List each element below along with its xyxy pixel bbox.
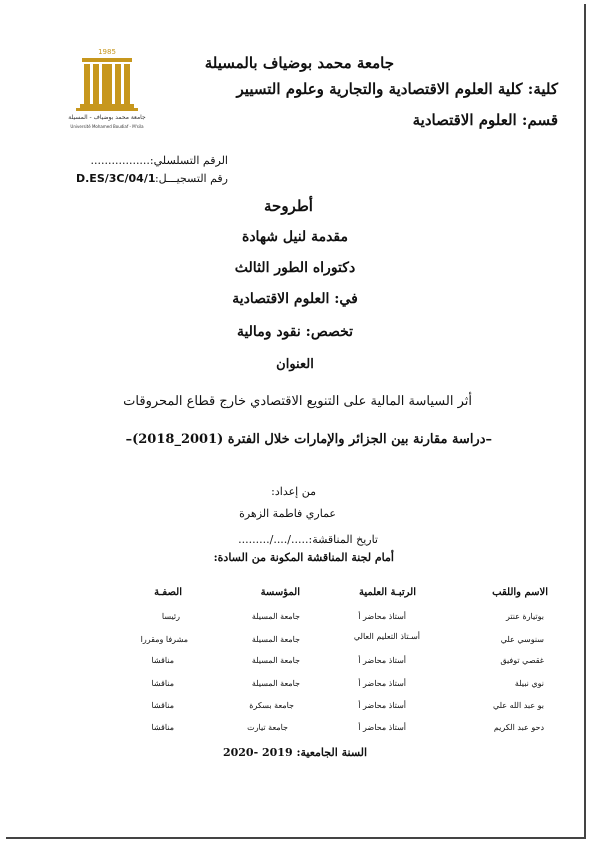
thesis-type: أطروحة (264, 197, 313, 215)
table-cell-institution: جامعة المسيلة (251, 679, 300, 688)
registration-code: D.ES/3C/04/1 (76, 172, 156, 185)
academic-year: السنة الجامعية: 2019 -2020 (222, 746, 368, 759)
col-header-institution: المؤسسة (260, 587, 300, 598)
col-header-rank: الرتبـة العلمية (358, 587, 416, 598)
table-cell-institution: جامعة تيارت (247, 723, 288, 732)
table-cell-role: رئيسا (161, 612, 180, 621)
thesis-specialty: تخصص: نقود ومالية (236, 324, 354, 340)
thesis-title: أثر السياسة المالية على التنويع الاقتصادي خارج قطاع المحروقات (123, 394, 472, 409)
table-cell-name: نوي نبيلة (514, 679, 544, 688)
table-cell-rank: أستاذ محاضر أ (358, 656, 406, 665)
table-cell-role: مناقشا (151, 656, 174, 665)
logo-year: 1985 (98, 48, 116, 56)
university-building-icon (76, 58, 138, 111)
prepared-by-label: من إعداد: (271, 485, 316, 498)
table-cell-institution: جامعة بسكرة (249, 701, 294, 710)
logo-text-fr: Université Mohamed Boudiaf - M'sila (70, 124, 144, 129)
table-cell-institution: جامعة المسيلة (251, 612, 300, 621)
serial-number-label: الرقم التسلسلي:................. (90, 154, 228, 167)
table-cell-institution: جامعة المسيلة (251, 656, 300, 665)
registration-label: رقم التسجيـــل: (154, 172, 228, 185)
thesis-field: في: العلوم الاقتصادية (232, 291, 358, 307)
table-cell-name: بو عبد الله علي (492, 701, 544, 710)
committee-label: أمام لجنة المناقشة المكونة من السادة: (213, 551, 394, 564)
department-name: قسم: العلوم الاقتصادية (412, 111, 558, 129)
thesis-subtitle: –دراسة مقارنة بين الجزائر والإمارات خلال الفترة (2001_2018)– (125, 432, 492, 447)
table-cell-rank: أستاذ محاضر أ (358, 723, 406, 732)
table-cell-institution: جامعة المسيلة (251, 635, 300, 644)
thesis-degree: مقدمة لنيل شهادة (241, 229, 349, 245)
table-cell-role: مناقشا (151, 679, 174, 688)
table-cell-role: مناقشا (151, 701, 174, 710)
thesis-title-label: العنوان (276, 357, 314, 372)
col-header-role: الصفـة (154, 587, 182, 598)
author-name: عماري فاطمة الزهرة (239, 507, 336, 520)
table-cell-name: بوتيارة عنتر (505, 612, 544, 621)
discussion-date: تاريخ المناقشة:...../..../......... (238, 533, 378, 546)
university-name: جامعة محمد بوضياف بالمسيلة (204, 54, 394, 72)
table-cell-rank: أستاذ محاضر أ (358, 679, 406, 688)
table-cell-rank: أستاذ محاضر أ (358, 612, 406, 621)
table-cell-name: غقصي توفيق (500, 656, 544, 665)
logo-text-ar: جامعة محمد بوضياف - المسيلة (68, 114, 146, 121)
document-page (6, 4, 586, 839)
thesis-level: دكتوراه الطور الثالث (234, 260, 356, 276)
faculty-name: كلية: كلية العلوم الاقتصادية والتجارية وعلوم التسيير (236, 80, 558, 98)
table-cell-role: مشرفا ومقررا (140, 635, 188, 644)
table-cell-rank: أستاذ محاضر أ (358, 701, 406, 710)
table-cell-rank: أسـتاذ التعليم العالي (353, 632, 420, 641)
table-cell-name: دحو عبد الكريم (493, 723, 544, 732)
table-cell-role: مناقشا (151, 723, 174, 732)
col-header-name: الاسم واللقب (492, 587, 548, 598)
university-logo (68, 46, 146, 134)
table-cell-name: سنوسي علي (500, 635, 544, 644)
